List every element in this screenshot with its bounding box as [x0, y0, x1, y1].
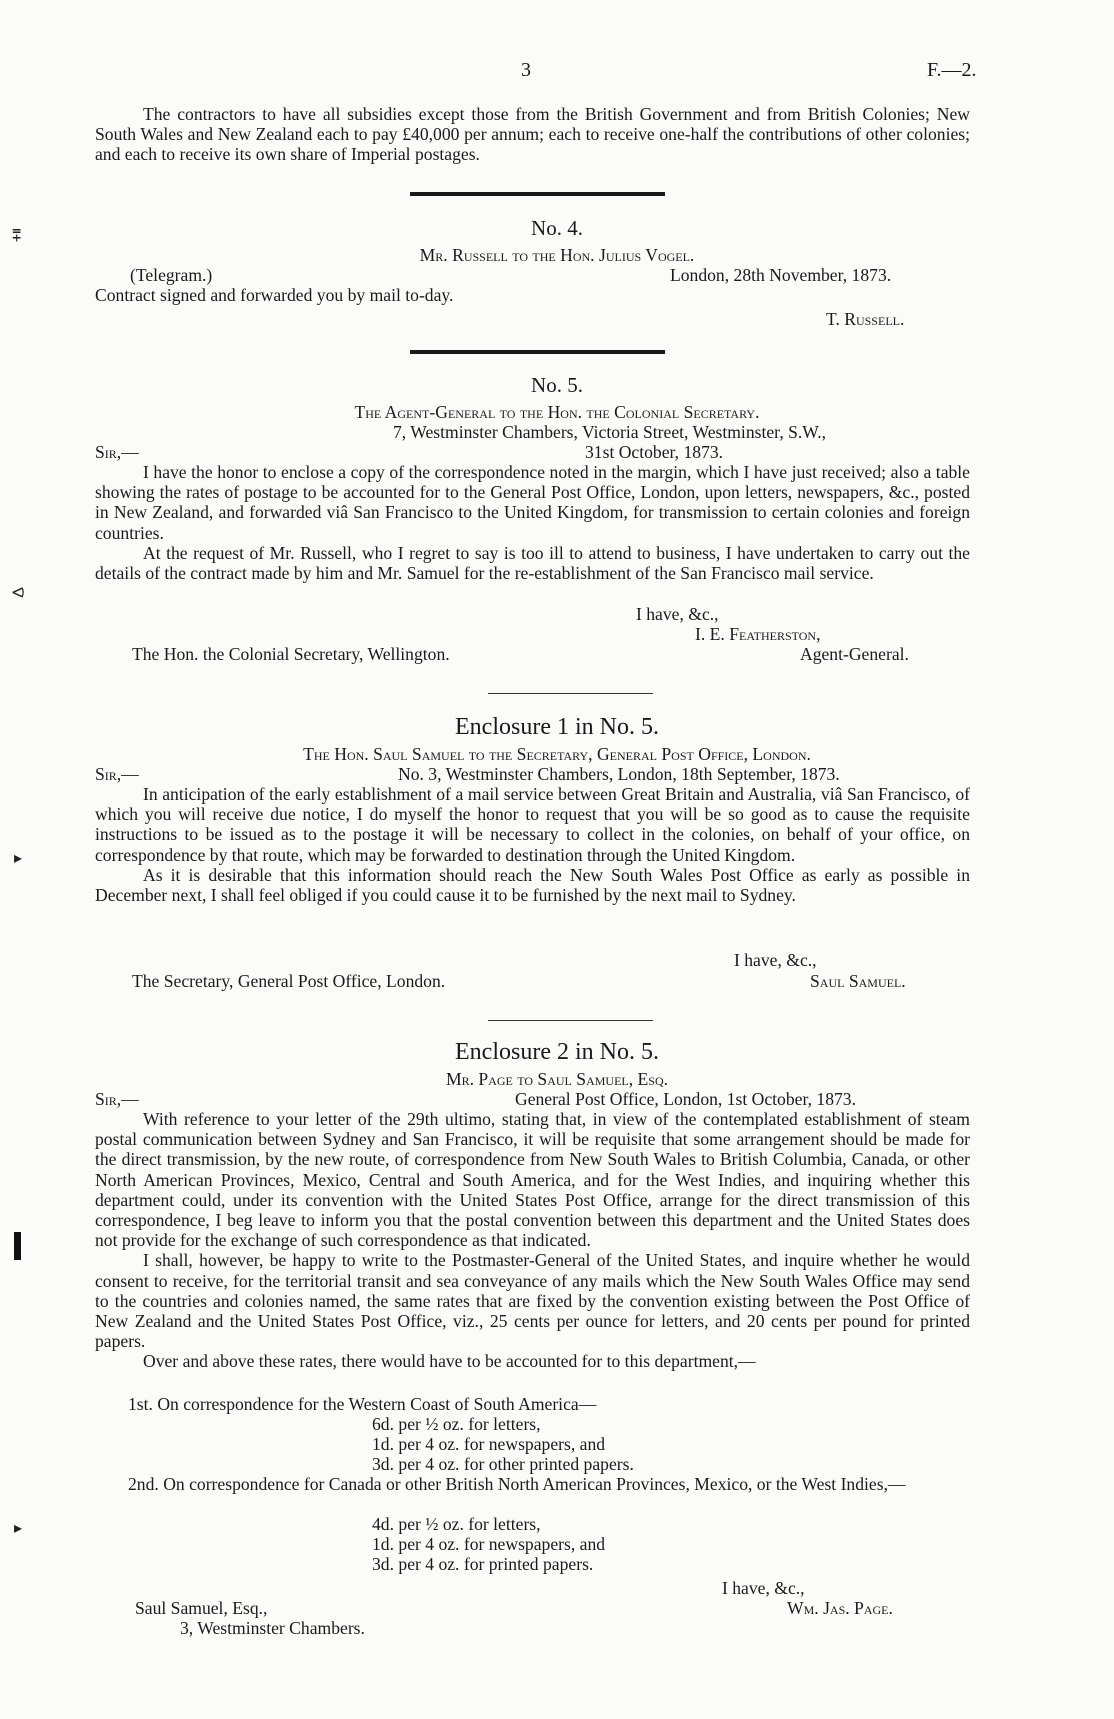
margin-pointer-icon: ▸ [14, 850, 23, 867]
enc2-item2-rate: 4d. per ½ oz. for letters, [372, 1514, 541, 1534]
no4-body [95, 285, 453, 305]
no5-from-to: The Agent-General to the Hon. the Colonial Secretary. [354, 402, 760, 422]
enc1-addressee: The Secretary, General Post Office, London. [132, 971, 446, 991]
no5-signer: I. E. Featherston, [695, 624, 821, 644]
document-code: F.—2. [927, 59, 977, 81]
no5-address: 7, Westminster Chambers, Victoria Street, Westminster, S.W., [393, 422, 827, 442]
intro-paragraph [95, 104, 970, 165]
enc2-para3: Over and above these rates, there would have to be accounted for to this department,— [143, 1351, 756, 1372]
page-number: 3 [521, 59, 531, 81]
no5-para2: At the request of Mr. Russell, who I regret to say is too ill to attend to business, I have undertaken to carry out the details of the contract made by him and Mr. Samuel for the re-establishment of the San Francisco mail service. [95, 542, 970, 584]
section-divider [488, 693, 653, 694]
enc2-addressee-name: Saul Samuel, Esq., [135, 1598, 268, 1618]
enc2-item2-rate: 3d. per 4 oz. for printed papers. [372, 1554, 594, 1574]
enc1-dateline: No. 3, Westminster Chambers, London, 18th September, 1873. [398, 764, 840, 784]
enc2-item1-rate: 3d. per 4 oz. for other printed papers. [372, 1454, 634, 1474]
no5-body [95, 462, 970, 583]
no4-body-text: Contract signed and forwarded you by mail to-day. [95, 285, 454, 305]
no4-from-to: Mr. Russell to the Hon. Julius Vogel. [419, 245, 695, 265]
enc2-item1-rate: 1d. per 4 oz. for newspapers, and [372, 1434, 606, 1454]
no5-date: 31st October, 1873. [585, 442, 724, 462]
enc2-signer: Wm. Jas. Page. [787, 1598, 893, 1618]
enc2-item1-rate: 6d. per ½ oz. for letters, [372, 1414, 541, 1434]
enc1-body [95, 784, 970, 905]
no5-signer-title: Agent-General. [800, 644, 909, 664]
margin-pointer-icon: ▸ [14, 1520, 23, 1537]
enc2-from-to: Mr. Page to Saul Samuel, Esq. [445, 1069, 669, 1089]
enc1-para1: In anticipation of the early establishment of a mail service between Great Britain and Australia, viâ San Francisco, of which you will receive due notice, I do myself the honor to request that you will be so good as to cause the requisite instructions to be issued as to the postage it will be necessary to collect in the colonies, on behalf of your office, on correspondence by that route, which may be forwarded to destination through the United Kingdom. [95, 784, 970, 865]
enc1-signer: Saul Samuel. [810, 971, 906, 991]
no4-type: (Telegram.) [130, 265, 213, 285]
enc1-title: Enclosure 1 in No. 5. [455, 714, 659, 740]
enc2-title: Enclosure 2 in No. 5. [455, 1039, 659, 1065]
margin-bar-icon [14, 1232, 21, 1260]
no5-salutation: Sir,— [95, 442, 139, 462]
enc2-body [95, 1109, 970, 1372]
enc2-item1-label: 1st. On correspondence for the Western Coast of South America— [128, 1394, 597, 1414]
section-divider [410, 350, 665, 354]
no4-title: No. 4. [531, 216, 583, 240]
enc1-closing: I have, &c., [734, 950, 817, 970]
enc2-dateline: General Post Office, London, 1st October, 1873. [515, 1089, 856, 1109]
enc2-item2 [95, 1474, 970, 1494]
margin-arrow-icon: ⪦ [12, 578, 25, 603]
enc2-item2-rate: 1d. per 4 oz. for newspapers, and [372, 1534, 606, 1554]
enc2-para1: With reference to your letter of the 29th ultimo, stating that, in view of the contemplated establishment of steam postal communication between Sydney and San Francisco, it will be requisite that some arrangement should be made for the direct transmission, by the new route, of correspondence from New South Wales to British Columbia, Canada, or other North American Provinces, Mexico, Central and South America, and for the West Indies, and inquiring whether this department could, under its convention with the United States Post Office, arrange for the direct transmission of this correspondence, I beg leave to inform you that the postal convention between this department and the United States does not provide for the exchange of such correspondence as that indicated. [95, 1109, 970, 1251]
enc2-addressee-address: 3, Westminster Chambers. [180, 1618, 365, 1638]
enc1-from-to: The Hon. Saul Samuel to the Secretary, General Post Office, London. [303, 744, 811, 764]
margin-mark-icon: ⩱ [12, 228, 22, 245]
enc2-para2: I shall, however, be happy to write to the Postmaster-General of the United States, and inquire whether he would consent to receive, for the territorial transit and sea conveyance of any mails which the New South Wales Office may send to the countries and colonies named, the same rates that are fixed by the convention existing between the Post Office of New Zealand and the United States Post Office, viz., 25 cents per ounce for letters, and 20 cents per pound for printed papers. [95, 1250, 970, 1352]
no4-dateline: London, 28th November, 1873. [670, 265, 892, 285]
no5-title: No. 5. [531, 373, 583, 397]
no5-addressee: The Hon. the Colonial Secretary, Wellington. [132, 644, 450, 664]
enc2-item2-label: 2nd. On correspondence for Canada or other British North American Provinces, Mexico, or the West Indies,— [128, 1474, 906, 1494]
section-divider [410, 192, 665, 196]
section-divider [488, 1020, 653, 1021]
intro-text: The contractors to have all subsidies except those from the British Government and from British Colonies; New South Wales and New Zealand each to pay £40,000 per annum; each to receive one-half the contributions of other colonies; and each to receive its own share of Imperial postages. [95, 104, 970, 165]
enc2-salutation: Sir,— [95, 1089, 139, 1109]
enc2-closing: I have, &c., [722, 1578, 805, 1598]
no5-para1: I have the honor to enclose a copy of the correspondence noted in the margin, which I have just received; also a table showing the rates of postage to be accounted for to the General Post Office, London, upon letters, newspapers, &c., posted in New Zealand, and forwarded viâ San Francisco to the United Kingdom, for transmission to certain colonies and foreign countries. [95, 462, 970, 543]
enc1-para2: As it is desirable that this information should reach the New South Wales Post Office as early as possible in December next, I shall feel obliged if you could cause it to be furnished by the next mail to Sydney. [95, 864, 970, 906]
no5-closing: I have, &c., [636, 604, 719, 624]
enc1-salutation: Sir,— [95, 764, 139, 784]
no4-signature: T. Russell. [826, 309, 905, 329]
